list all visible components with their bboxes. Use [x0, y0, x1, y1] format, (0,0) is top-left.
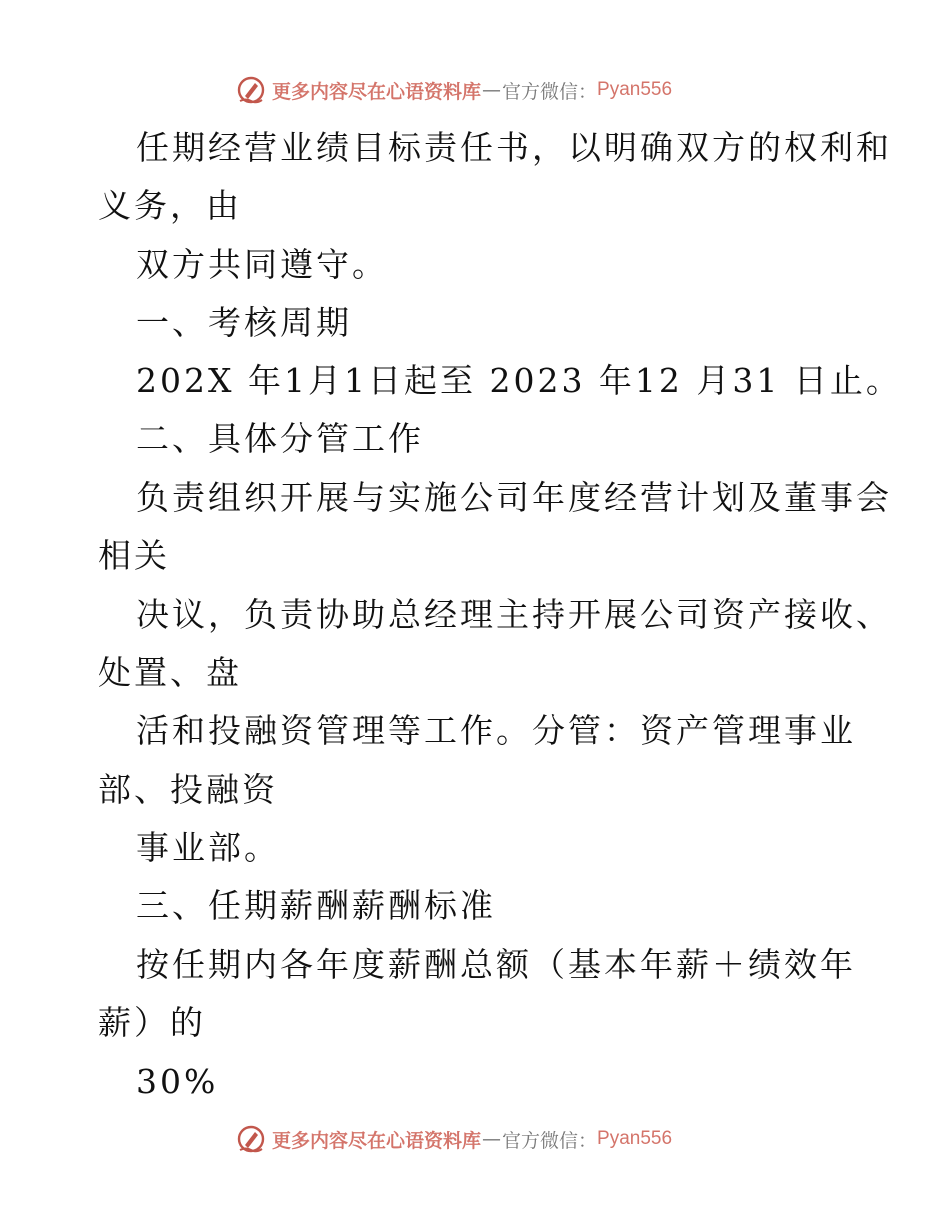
watermark-wechat-id: Pyan556: [597, 79, 673, 100]
text-line: 按任期内各年度薪酬总额（基本年薪＋绩效年: [136, 945, 856, 984]
text-line: 部、投融资: [98, 770, 278, 809]
text-line: 202X 年1月1日起至 2023 年12 月31 日止。: [136, 361, 902, 400]
text-line: 决议，负责协助总经理主持开展公司资产接收、: [136, 595, 892, 634]
text-line: 负责组织开展与实施公司年度经营计划及董事会: [136, 478, 892, 517]
watermark-wechat-label: 官方微信：: [502, 1129, 598, 1152]
text-line: 30%: [136, 1062, 219, 1101]
pen-nib-logo-icon: [236, 1124, 266, 1154]
section-heading: 一、考核周期: [136, 303, 352, 342]
section-heading: 二、具体分管工作: [136, 419, 424, 458]
watermark-dash: —: [482, 1128, 502, 1150]
section-heading: 三、任期薪酬薪酬标准: [136, 886, 496, 925]
pen-nib-logo-icon: [236, 75, 266, 105]
text-line: 义务，由: [98, 186, 242, 225]
watermark-dash: —: [482, 79, 502, 101]
watermark-wechat-label: 官方微信：: [502, 80, 598, 103]
header-watermark: [236, 73, 672, 107]
text-line: 处置、盘: [98, 653, 242, 692]
watermark-wechat-id: Pyan556: [597, 1128, 673, 1149]
text-line: 任期经营业绩目标责任书，以明确双方的权利和: [136, 128, 892, 167]
watermark-text: 更多内容尽在心语资料库: [272, 80, 482, 103]
watermark-text: 更多内容尽在心语资料库: [272, 1129, 482, 1152]
footer-watermark: [236, 1122, 672, 1156]
text-line: 双方共同遵守。: [136, 245, 388, 284]
text-line: 薪）的: [98, 1003, 206, 1042]
text-line: 相关: [98, 536, 170, 575]
text-line: 活和投融资管理等工作。分管：资产管理事业: [136, 711, 856, 750]
text-line: 事业部。: [136, 828, 280, 867]
